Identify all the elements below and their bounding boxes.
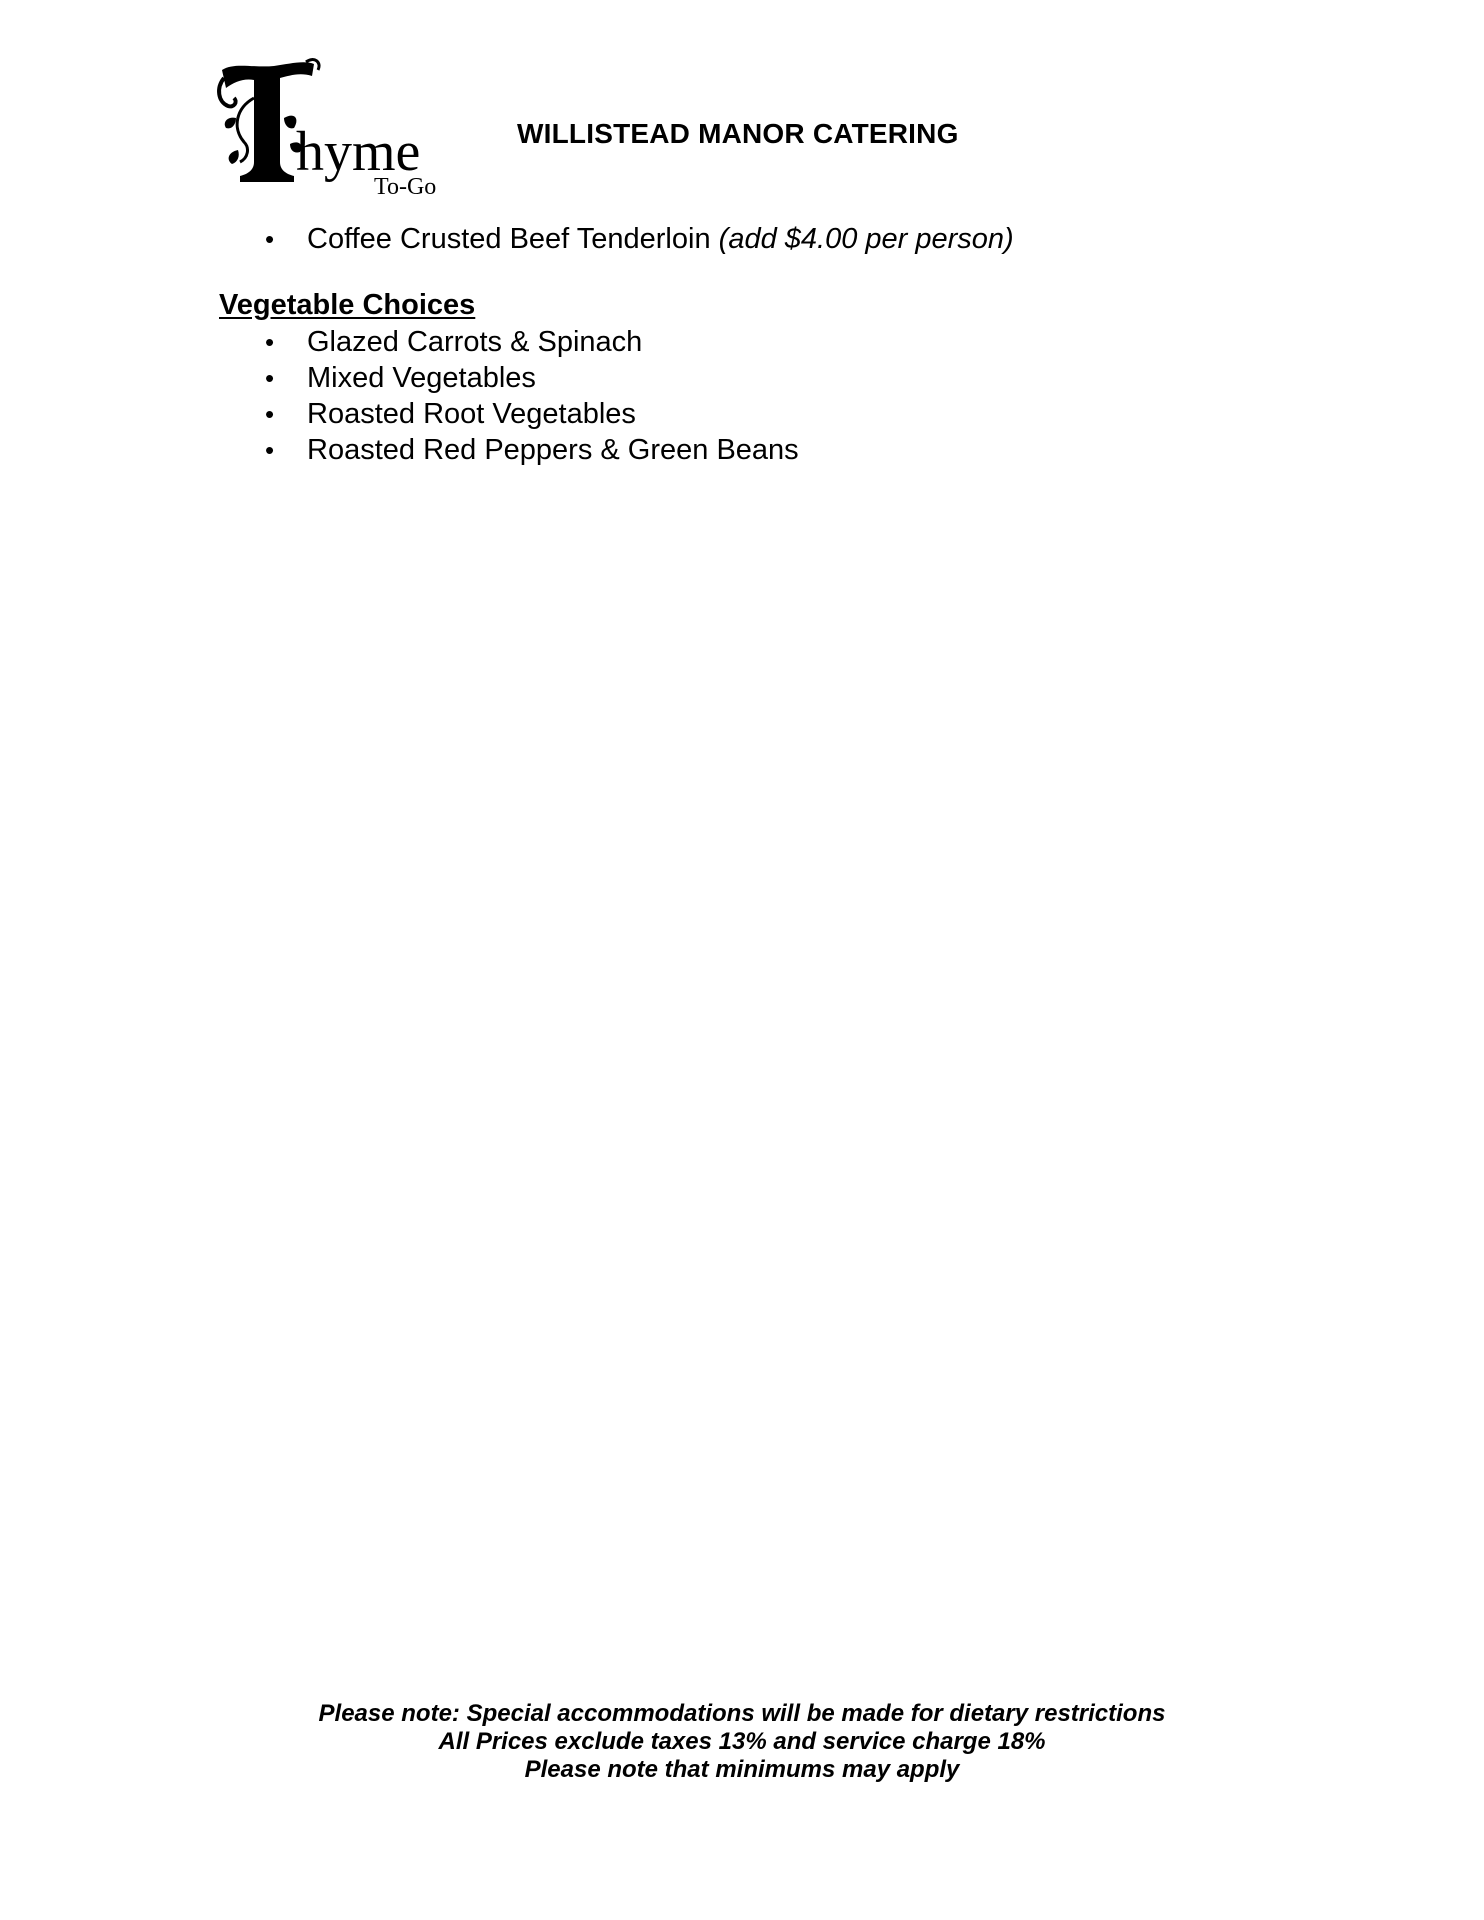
list-item-text: Roasted Root Vegetables — [307, 398, 636, 430]
bullet-icon: • — [265, 363, 275, 393]
page-title: WILLISTEAD MANOR CATERING — [517, 118, 959, 149]
item-name: Coffee Crusted Beef Tenderloin — [307, 223, 711, 255]
svg-text:To-Go: To-Go — [374, 174, 437, 198]
bullet-icon: • — [265, 224, 275, 254]
svg-text:hyme: hyme — [296, 121, 421, 183]
thyme-to-go-logo — [214, 58, 454, 198]
list-item-text: Roasted Red Peppers & Green Beans — [307, 434, 799, 466]
footer-price-note: All Prices exclude taxes 13% and service charge 18% — [438, 1728, 1046, 1755]
bullet-icon: • — [265, 399, 275, 429]
list-item-text — [307, 221, 1014, 257]
footer-dietary-note: Please note: Special accommodations will be made for dietary restrictions — [318, 1700, 1166, 1727]
section-heading-vegetables: Vegetable Choices — [219, 289, 476, 321]
bullet-icon: • — [265, 327, 275, 357]
footer-notes — [0, 1700, 1484, 1784]
list-item-text: Glazed Carrots & Spinach — [307, 326, 643, 358]
footer-minimums-note: Please note that minimums may apply — [524, 1756, 960, 1783]
list-item-text: Mixed Vegetables — [307, 362, 536, 394]
item-price-note: (add $4.00 per person) — [718, 223, 1014, 255]
bullet-icon: • — [265, 435, 275, 465]
